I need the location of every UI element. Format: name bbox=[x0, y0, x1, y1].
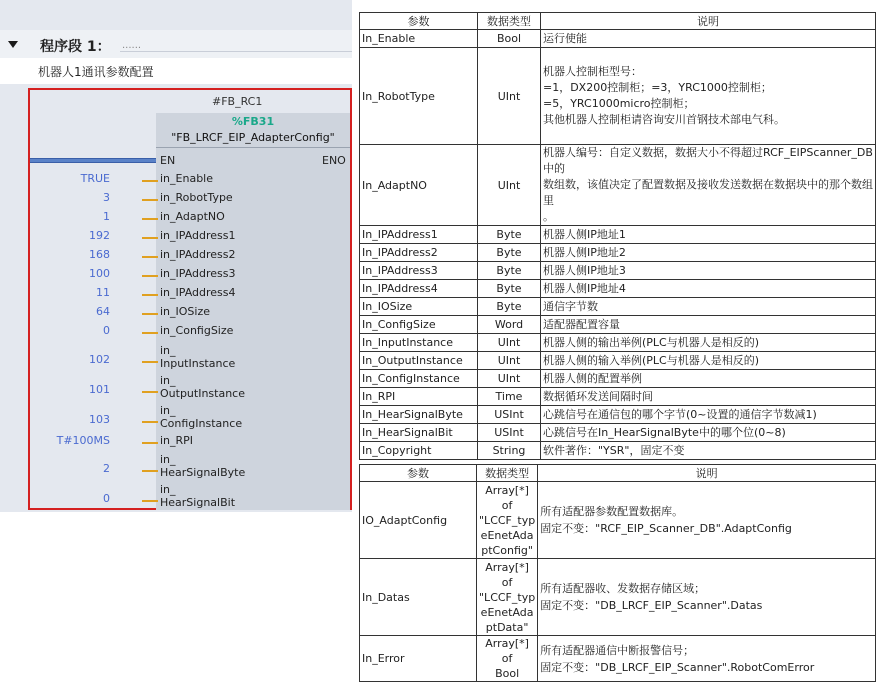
fb-input-pin[interactable] bbox=[0, 191, 324, 209]
pin-name-line-1: in_ bbox=[160, 404, 176, 417]
data-type-cell: Time bbox=[478, 388, 541, 406]
pin-wire bbox=[142, 199, 158, 201]
param-name-cell: In_HearSignalByte bbox=[360, 406, 478, 424]
pin-name-line-2: InputInstance bbox=[160, 357, 236, 370]
fb-instance-db[interactable]: #FB_RC1 bbox=[212, 95, 263, 108]
pin-actual-value[interactable]: 192 bbox=[89, 229, 110, 242]
pin-name: in_AdaptNO bbox=[160, 210, 225, 223]
description-cell bbox=[541, 334, 876, 352]
description-line: 固定不变："RCF_EIP_Scanner_DB".AdaptConfig bbox=[540, 522, 792, 535]
input-parameter-table bbox=[359, 12, 876, 460]
pin-actual-value[interactable]: 11 bbox=[96, 286, 110, 299]
pin-name: in_RobotType bbox=[160, 191, 233, 204]
data-type-line: eEnetAda bbox=[480, 528, 534, 542]
data-type-cell: USInt bbox=[478, 406, 541, 424]
description-cell bbox=[541, 316, 876, 334]
table-row bbox=[360, 298, 876, 316]
pin-wire bbox=[142, 313, 158, 315]
param-name-cell: In_IOSize bbox=[360, 298, 478, 316]
network-comment: 机器人1通讯参数配置 bbox=[38, 65, 154, 79]
fb-input-pin[interactable] bbox=[0, 267, 324, 285]
description-line: 机器人侧IP地址4 bbox=[543, 281, 626, 295]
description-cell bbox=[541, 244, 876, 262]
pin-name-line-2: HearSignalBit bbox=[160, 496, 236, 509]
pin-actual-value[interactable]: 0 bbox=[103, 492, 110, 505]
description-line: 其他机器人控制柜请咨询安川首钢技术部电气科。 bbox=[543, 113, 785, 126]
fb-input-pin[interactable] bbox=[0, 344, 324, 371]
param-name-cell: In_IPAddress1 bbox=[360, 226, 478, 244]
table-row bbox=[360, 424, 876, 442]
pin-name: in_ConfigSize bbox=[160, 324, 234, 337]
param-name-cell: In_Copyright bbox=[360, 442, 478, 460]
table-header-row bbox=[360, 465, 876, 482]
description-cell bbox=[541, 388, 876, 406]
description-line: 固定不变："DB_LRCF_EIP_Scanner".Datas bbox=[540, 599, 763, 612]
fb-input-pin[interactable] bbox=[0, 434, 324, 452]
description-cell bbox=[538, 559, 876, 636]
description-line: =5，YRC1000micro控制柜； bbox=[543, 97, 695, 110]
en-pin: EN bbox=[160, 154, 176, 167]
param-name-cell: In_RobotType bbox=[360, 48, 478, 145]
pin-name: in_IOSize bbox=[160, 305, 211, 318]
pin-name-line-1: in_ bbox=[160, 483, 176, 496]
pin-actual-value[interactable]: 103 bbox=[89, 413, 110, 426]
pin-name bbox=[160, 483, 235, 509]
fb-input-pin[interactable] bbox=[0, 374, 324, 401]
fb-input-pin[interactable] bbox=[0, 172, 324, 190]
fb-input-pin[interactable] bbox=[0, 483, 324, 510]
pin-name-line-1: in_ bbox=[160, 344, 176, 357]
param-name-cell: In_RPI bbox=[360, 388, 478, 406]
description-cell bbox=[538, 636, 876, 682]
pin-wire bbox=[142, 391, 158, 393]
pin-name: in_IPAddress2 bbox=[160, 248, 236, 261]
table-row bbox=[360, 244, 876, 262]
table-row bbox=[360, 370, 876, 388]
param-name-cell: In_Enable bbox=[360, 30, 478, 48]
description-line: 固定不变："DB_LRCF_EIP_Scanner".RobotComError bbox=[540, 660, 815, 674]
description-line: 运行使能 bbox=[543, 31, 587, 45]
table-row bbox=[360, 226, 876, 244]
pin-wire bbox=[142, 442, 158, 444]
network-editor bbox=[0, 0, 352, 512]
pin-name-line-1: in_ bbox=[160, 453, 176, 466]
data-type-cell: Word bbox=[478, 316, 541, 334]
table-row bbox=[360, 334, 876, 352]
description-line: 机器人侧IP地址2 bbox=[543, 245, 626, 259]
fb-input-pin[interactable] bbox=[0, 324, 324, 342]
fb-input-pin[interactable] bbox=[0, 305, 324, 323]
fb-input-pin[interactable] bbox=[0, 404, 324, 431]
param-name-cell: In_HearSignalBit bbox=[360, 424, 478, 442]
data-type-line: "LCCF_typ bbox=[479, 513, 536, 527]
pin-name bbox=[160, 453, 245, 479]
pin-wire bbox=[142, 470, 158, 472]
column-header-param: 参数 bbox=[360, 13, 478, 30]
data-type-line: ptConfig" bbox=[481, 543, 533, 557]
description-line: 数组数，该值决定了配置数据及接收发送数据在数据块中的那个数组里 bbox=[543, 178, 873, 207]
data-type-cell: UInt bbox=[478, 370, 541, 388]
pin-name: in_IPAddress1 bbox=[160, 229, 236, 242]
fb-number: %FB31 bbox=[231, 115, 275, 128]
pin-wire bbox=[142, 218, 158, 220]
description-cell bbox=[541, 442, 876, 460]
param-name-cell: IO_AdaptConfig bbox=[360, 482, 477, 559]
network-title-placeholder[interactable]: ...... bbox=[122, 40, 142, 51]
data-type-cell: Byte bbox=[478, 226, 541, 244]
pin-actual-value[interactable]: 64 bbox=[96, 305, 110, 318]
network-comment-bar[interactable] bbox=[0, 58, 352, 84]
description-line: 。 bbox=[543, 210, 554, 223]
description-cell bbox=[541, 406, 876, 424]
column-header-desc: 说明 bbox=[538, 465, 876, 482]
data-type-line: ptData" bbox=[485, 620, 529, 634]
data-type-cell: Byte bbox=[478, 280, 541, 298]
description-line: 机器人侧的配置举例 bbox=[543, 371, 642, 385]
description-line: 所有适配器通信中断报警信号； bbox=[540, 643, 695, 657]
param-name-cell: In_ConfigSize bbox=[360, 316, 478, 334]
description-line: 机器人编号：自定义数据，数据大小不得超过RCF_EIPScanner_DB中的 bbox=[543, 146, 873, 175]
pin-name-line-2: OutputInstance bbox=[160, 387, 245, 400]
pin-actual-value[interactable]: T#100MS bbox=[56, 434, 110, 447]
fb-header-divider bbox=[156, 147, 350, 148]
pin-name-line-1: in_ bbox=[160, 374, 176, 387]
pin-actual-value[interactable]: 0 bbox=[103, 324, 110, 337]
pin-actual-value[interactable]: 101 bbox=[89, 383, 110, 396]
pin-name bbox=[160, 404, 242, 430]
column-header-desc: 说明 bbox=[541, 13, 876, 30]
pin-actual-value[interactable]: 2 bbox=[103, 462, 110, 475]
pin-wire bbox=[142, 332, 158, 334]
param-name-cell: In_IPAddress2 bbox=[360, 244, 478, 262]
network-header[interactable] bbox=[0, 30, 352, 58]
pin-wire bbox=[142, 421, 158, 423]
table-row bbox=[360, 442, 876, 460]
data-type-cell: Byte bbox=[478, 262, 541, 280]
data-type-cell: UInt bbox=[478, 334, 541, 352]
param-name-cell: In_Error bbox=[360, 636, 477, 682]
description-cell bbox=[541, 352, 876, 370]
description-line: 所有适配器参数配置数据库。 bbox=[540, 505, 684, 518]
fb-input-pin[interactable] bbox=[0, 210, 324, 228]
table-row bbox=[360, 388, 876, 406]
param-name-cell: In_ConfigInstance bbox=[360, 370, 478, 388]
data-type-cell: String bbox=[478, 442, 541, 460]
data-type-cell: UInt bbox=[478, 352, 541, 370]
table-row bbox=[360, 636, 876, 682]
pin-wire bbox=[142, 500, 158, 502]
column-header-param: 参数 bbox=[360, 465, 477, 482]
data-type-cell: Byte bbox=[478, 298, 541, 316]
table-row bbox=[360, 48, 876, 145]
description-cell bbox=[541, 280, 876, 298]
description-cell bbox=[541, 370, 876, 388]
pin-wire bbox=[142, 180, 158, 182]
param-name-cell: In_InputInstance bbox=[360, 334, 478, 352]
fb-input-pin[interactable] bbox=[0, 248, 324, 266]
table-row bbox=[360, 145, 876, 226]
description-line: 心跳信号在In_HearSignalByte中的哪个位(0~8) bbox=[543, 425, 786, 439]
pin-name bbox=[160, 344, 235, 370]
description-line: 所有适配器收、发数据存储区域； bbox=[540, 582, 706, 595]
data-type-cell bbox=[477, 482, 538, 559]
pin-wire bbox=[142, 256, 158, 258]
description-line: 机器人控制柜型号： bbox=[543, 65, 642, 78]
description-line: 通信字节数 bbox=[543, 299, 598, 313]
data-type-line: "LCCF_typ bbox=[479, 590, 536, 604]
description-line: 机器人侧的输出举例(PLC与机器人是相反的) bbox=[543, 335, 760, 349]
data-type-cell: UInt bbox=[478, 48, 541, 145]
pin-actual-value[interactable]: 168 bbox=[89, 248, 110, 261]
data-type-cell: Bool bbox=[478, 30, 541, 48]
description-cell bbox=[541, 30, 876, 48]
table-row bbox=[360, 280, 876, 298]
data-type-cell: USInt bbox=[478, 424, 541, 442]
fb-input-pin[interactable] bbox=[0, 229, 324, 247]
pin-wire bbox=[142, 294, 158, 296]
pin-name: in_IPAddress3 bbox=[160, 267, 236, 280]
data-type-line: Array[*] of bbox=[485, 483, 529, 512]
pin-name: in_Enable bbox=[160, 172, 213, 185]
param-name-cell: In_Datas bbox=[360, 559, 477, 636]
data-type-cell bbox=[477, 559, 538, 636]
description-line: =1，DX200控制柜；=3，YRC1000控制柜； bbox=[543, 81, 772, 94]
description-cell bbox=[541, 298, 876, 316]
description-cell bbox=[541, 226, 876, 244]
param-name-cell: In_IPAddress4 bbox=[360, 280, 478, 298]
pin-name-line-2: HearSignalByte bbox=[160, 466, 246, 479]
description-line: 适配器配置容量 bbox=[543, 317, 620, 331]
description-cell bbox=[541, 424, 876, 442]
pin-wire bbox=[142, 275, 158, 277]
pin-name bbox=[160, 374, 245, 400]
data-type-line: Bool bbox=[495, 667, 520, 680]
fb-input-pin[interactable] bbox=[0, 286, 324, 304]
data-type-cell: Byte bbox=[478, 244, 541, 262]
column-header-type: 数据类型 bbox=[478, 13, 541, 30]
param-name-cell: In_OutputInstance bbox=[360, 352, 478, 370]
eno-pin: ENO bbox=[322, 154, 346, 167]
data-type-cell bbox=[477, 636, 538, 682]
data-type-line: Array[*] of bbox=[485, 560, 529, 589]
collapse-triangle-icon[interactable] bbox=[8, 41, 18, 48]
table-row bbox=[360, 559, 876, 636]
table-row bbox=[360, 30, 876, 48]
inout-parameter-table bbox=[359, 464, 876, 682]
data-type-line: eEnetAda bbox=[480, 605, 534, 619]
table-row bbox=[360, 406, 876, 424]
description-line: 机器人侧的输入举例(PLC与机器人是相反的) bbox=[543, 353, 760, 367]
pin-actual-value[interactable]: TRUE bbox=[80, 172, 110, 185]
pin-name: in_IPAddress4 bbox=[160, 286, 236, 299]
description-line: 数据循环发送间隔时间 bbox=[543, 389, 653, 403]
description-line: 机器人侧IP地址1 bbox=[543, 227, 626, 241]
description-line: 软件著作："YSR"，固定不变 bbox=[543, 443, 685, 457]
pin-name: in_RPI bbox=[160, 434, 194, 447]
description-line: 机器人侧IP地址3 bbox=[543, 263, 626, 277]
table-row bbox=[360, 262, 876, 280]
pin-actual-value[interactable]: 100 bbox=[89, 267, 110, 280]
pin-actual-value[interactable]: 1 bbox=[103, 210, 110, 223]
fb-name: "FB_LRCF_EIP_AdapterConfig" bbox=[171, 131, 335, 144]
data-type-line: Array[*] of bbox=[485, 637, 529, 665]
param-name-cell: In_AdaptNO bbox=[360, 145, 478, 226]
pin-name-line-2: ConfigInstance bbox=[160, 417, 243, 430]
data-type-cell: UInt bbox=[478, 145, 541, 226]
header-divider bbox=[120, 51, 352, 52]
description-cell bbox=[538, 482, 876, 559]
description-cell bbox=[541, 262, 876, 280]
en-power-rail bbox=[30, 158, 156, 163]
pin-actual-value[interactable]: 3 bbox=[103, 191, 110, 204]
param-name-cell: In_IPAddress3 bbox=[360, 262, 478, 280]
pin-actual-value[interactable]: 102 bbox=[89, 353, 110, 366]
pin-wire bbox=[142, 361, 158, 363]
fb-input-pin[interactable] bbox=[0, 453, 324, 480]
pin-wire bbox=[142, 237, 158, 239]
table-header-row bbox=[360, 13, 876, 30]
network-title: 程序段 1： bbox=[40, 39, 111, 55]
description-cell bbox=[541, 145, 876, 226]
table-row bbox=[360, 352, 876, 370]
table-row bbox=[360, 482, 876, 559]
column-header-type: 数据类型 bbox=[477, 465, 538, 482]
description-cell bbox=[541, 48, 876, 145]
table-row bbox=[360, 316, 876, 334]
description-line: 心跳信号在通信包的哪个字节(0~设置的通信字节数减1) bbox=[543, 407, 817, 421]
